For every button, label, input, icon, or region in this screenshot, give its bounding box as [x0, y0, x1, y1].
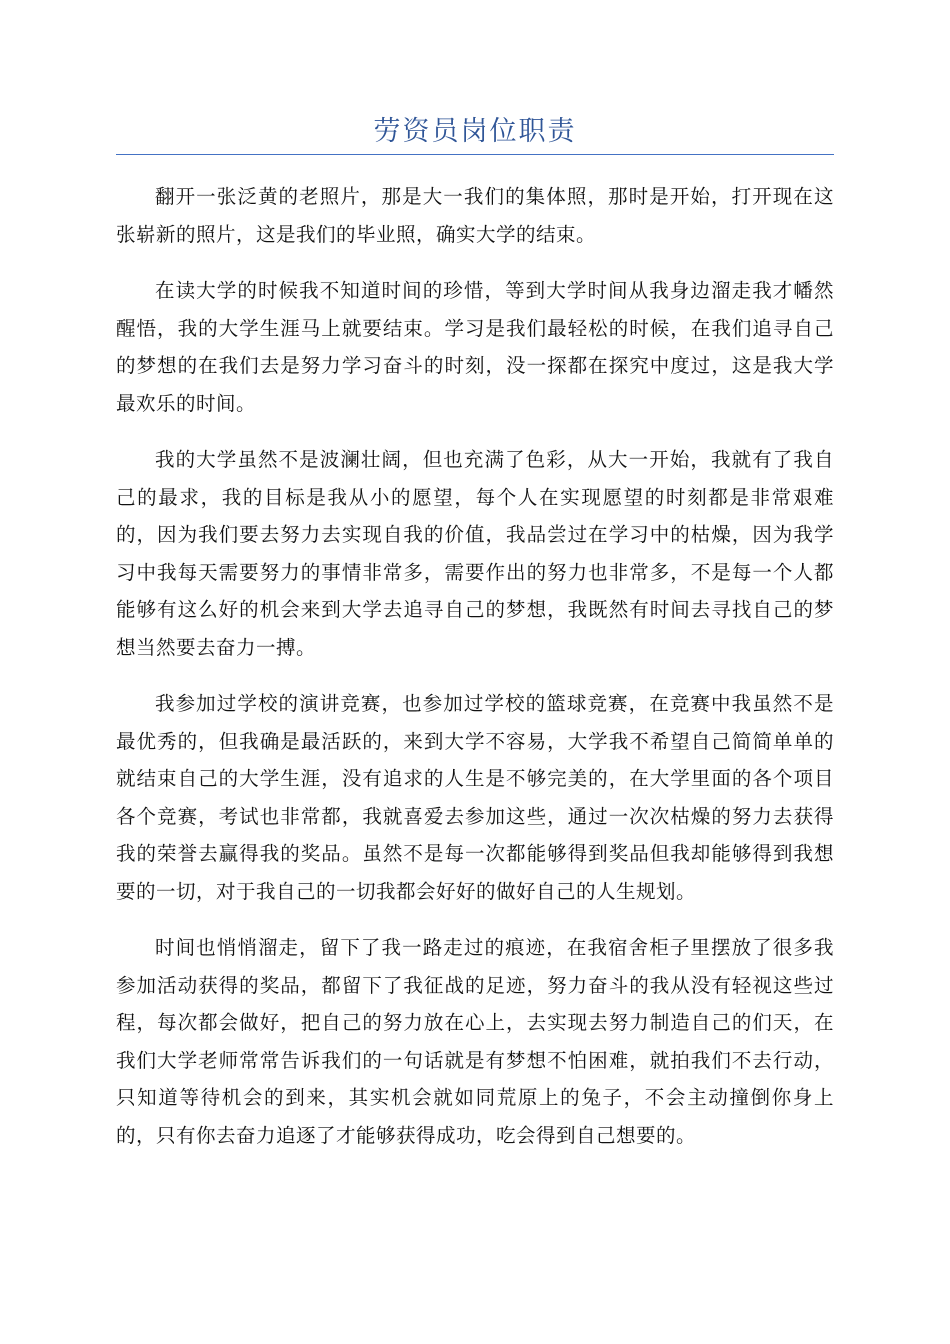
paragraph: 我的大学虽然不是波澜壮阔，但也充满了色彩，从大一开始，我就有了我自己的最求，我的目标是我从小的愿望，每个人在实现愿望的时刻都是非常艰难的，因为我们要去努力去实现自我的价值，我品尝过在学习中的枯燥，因为我学习中我每天需要努力的事情非常多，需要作出的努力也非常多，不是每一个人都能够有这么好的机会来到大学去追寻自己的梦想，我既然有时间去寻找自己的梦想当然要去奋力一搏。	[116, 448, 834, 659]
document-body	[116, 178, 834, 1173]
title-underline	[116, 154, 834, 155]
paragraph: 我参加过学校的演讲竞赛，也参加过学校的篮球竞赛，在竞赛中我虽然不是最优秀的，但我确是最活跃的，来到大学不容易，大学我不希望自己简简单单的就结束自己的大学生涯，没有追求的人生是不够完美的，在大学里面的各个项目各个竞赛，考试也非常都，我就喜爱去参加这些，通过一次次枯燥的努力去获得我的荣誉去赢得我的奖品。虽然不是每一次都能够得到奖品但我却能够得到我想要的一切，对于我自己的一切我都会好好的做好自己的人生规划。	[116, 692, 834, 903]
page-title: 劳资员岗位职责	[373, 116, 577, 147]
paragraph: 在读大学的时候我不知道时间的珍惜，等到大学时间从我身边溜走我才幡然醒悟，我的大学生涯马上就要结束。学习是我们最轻松的时候，在我们追寻自己的梦想的在我们去是努力学习奋斗的时刻，没一探都在探究中度过，这是我大学最欢乐的时间。	[116, 279, 834, 415]
paragraph: 翻开一张泛黄的老照片，那是大一我们的集体照，那时是开始，打开现在这张崭新的照片，这是我们的毕业照，确实大学的结束。	[116, 185, 834, 246]
paragraph: 时间也悄悄溜走，留下了我一路走过的痕迹，在我宿舍柜子里摆放了很多我参加活动获得的奖品，都留下了我征战的足迹，努力奋斗的我从没有轻视这些过程，每次都会做好，把自己的努力放在心上，去实现去努力制造自己的们天，在我们大学老师常常告诉我们的一句话就是有梦想不怕困难，就拍我们不去行动，只知道等待机会的到来，其实机会就如同荒原上的兔子，不会主动撞倒你身上的，只有你去奋力追逐了才能够获得成功，吃会得到自己想要的。	[116, 936, 834, 1147]
